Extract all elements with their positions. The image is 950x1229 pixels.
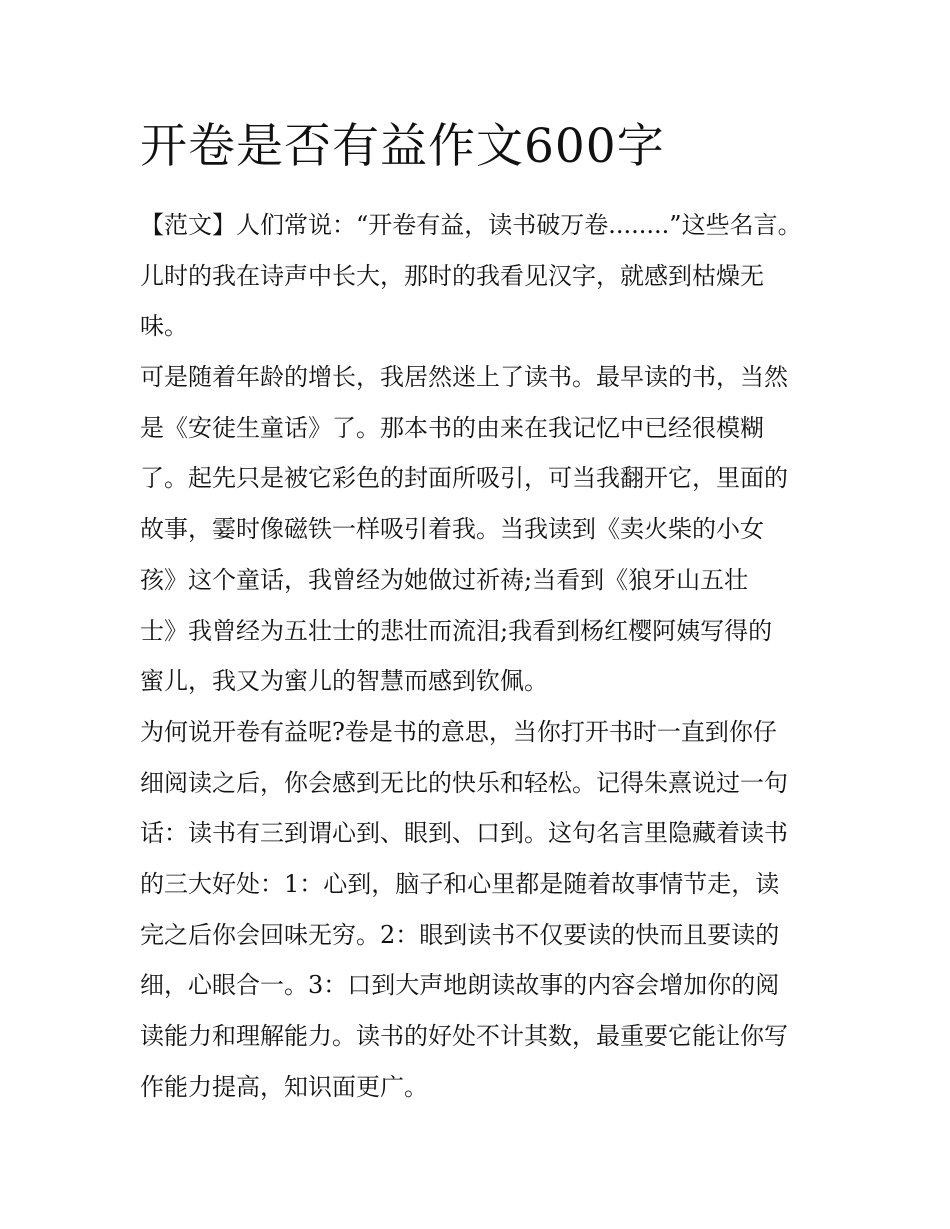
- text-line: 细阅读之后，你会感到无比的快乐和轻松。记得朱熹说过一句: [140, 768, 788, 797]
- text-line: 作能力提高，知识面更广。: [140, 1072, 428, 1101]
- text-line: 可是随着年龄的增长，我居然迷上了读书。最早读的书，当然: [140, 363, 788, 392]
- text-line: 味。: [140, 312, 188, 341]
- text-line: 蜜儿，我又为蜜儿的智慧而感到钦佩。: [140, 667, 548, 696]
- text-line: 故事，霎时像磁铁一样吸引着我。当我读到《卖火柴的小女: [140, 515, 764, 544]
- text-line: 是《安徒生童话》了。那本书的由来在我记忆中已经很模糊: [140, 413, 764, 442]
- document-title: 开卷是否有益作文600字: [140, 119, 665, 174]
- document-body: [140, 200, 820, 1112]
- text-line: 读能力和理解能力。读书的好处不计其数，最重要它能让你写: [140, 1022, 788, 1050]
- text-line: 【范文】人们常说：“开卷有益，读书破万卷........”这些名言。: [140, 211, 802, 239]
- text-line: 为何说开卷有益呢?卷是书的意思，当你打开书时一直到你仔: [140, 717, 777, 746]
- text-line: 话：读书有三到谓心到、眼到、口到。这句名言里隐藏着读书: [140, 819, 788, 848]
- text-line: 了。起先只是被它彩色的封面所吸引，可当我翻开它，里面的: [140, 464, 788, 493]
- text-line: 完之后你会回味无穷。2：眼到读书不仅要读的快而且要读的: [140, 920, 780, 949]
- text-line: 儿时的我在诗声中长大，那时的我看见汉字，就感到枯燥无: [140, 261, 764, 290]
- text-line: 细，心眼合一。3：口到大声地朗读故事的内容会增加你的阅: [140, 971, 780, 1000]
- text-line: 士》我曾经为五壮士的悲壮而流泪;我看到杨红樱阿姨写得的: [140, 616, 773, 645]
- text-line: 的三大好处：1：心到，脑子和心里都是随着故事情节走，读: [140, 869, 780, 898]
- document-page: [140, 112, 820, 1112]
- text-line: 孩》这个童话，我曾经为她做过祈祷;当看到《狼牙山五壮: [140, 565, 749, 594]
